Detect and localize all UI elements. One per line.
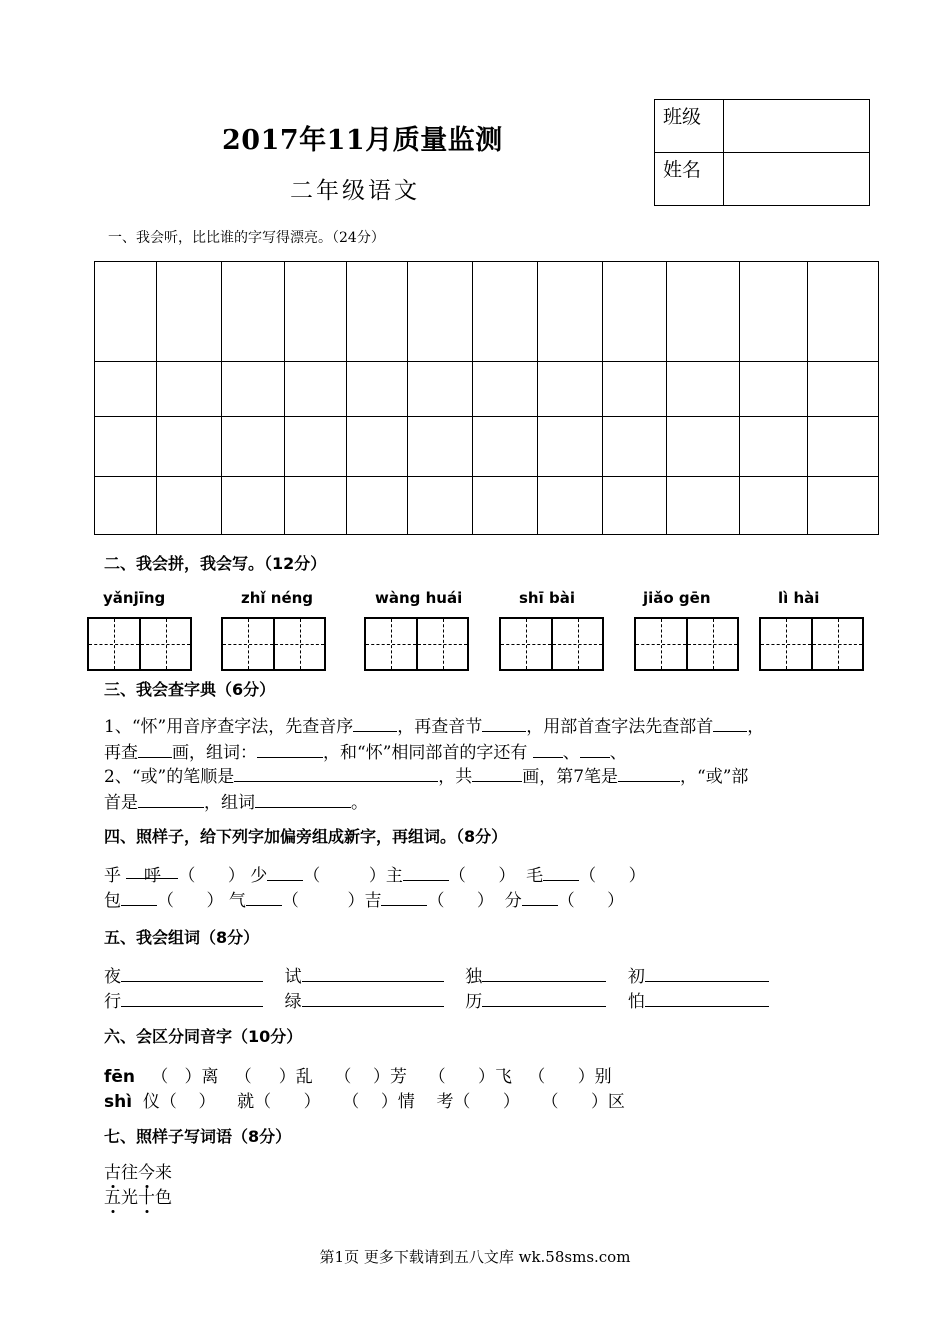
student-info-table	[654, 99, 870, 206]
pinyin-4: shī bài	[519, 589, 575, 607]
dictionary-question-1-cont: 再查 画，组词： ，和“怀”相同部首的字还有 、 、	[104, 738, 627, 763]
example-phrase-1: 古往今来	[104, 1158, 172, 1183]
section5-heading: 五、我会组词（8分）	[104, 928, 260, 947]
blank-syllable[interactable]	[482, 714, 526, 732]
blank-radical[interactable]	[713, 714, 747, 732]
blank-radical-2[interactable]	[138, 790, 204, 808]
tianzige-box-6[interactable]	[759, 617, 864, 671]
radical-row-2: 包 （ ） 气 （ ）吉 （ ） 分 （ ）	[104, 886, 624, 911]
section3-heading: 三、我会查字典（6分）	[104, 680, 276, 699]
dictionary-question-1: 1、“怀”用音序查字法，先查音序 ，再查音节 ，用部首查字法先查部首 ，	[104, 712, 764, 737]
pinyin-1: yǎnjīng	[103, 589, 166, 607]
pinyin-5: jiǎo gēn	[643, 589, 711, 607]
pinyin-3: wàng huái	[375, 589, 463, 607]
section1-heading: 一、我会听，比比谁的字写得漂亮。（24分）	[108, 230, 385, 246]
word-row-2: 行 绿 历 怕	[104, 987, 769, 1012]
dictionary-question-2-cont: 首是 ，组词 。	[104, 788, 368, 813]
tianzige-box-1[interactable]	[87, 617, 192, 671]
tianzige-box-4[interactable]	[499, 617, 604, 671]
exam-subtitle: 二年级语文	[290, 178, 420, 204]
handwriting-grid[interactable]	[94, 261, 879, 535]
word-row-1: 夜 试 独 初	[104, 962, 769, 987]
radical-row-1: 乎 呼 （ ） 少 （ ）主 （ ） 毛 （ ）	[104, 861, 646, 886]
homophone-row-1: fēn （ ）离 （ ）乱 （ ）芳 （ ）飞 （ ）别	[104, 1067, 612, 1087]
section2-heading: 二、我会拼，我会写。（12分）	[104, 554, 327, 573]
exam-title: 2017年11月质量监测	[222, 125, 503, 156]
blank-same-radical-2[interactable]	[580, 740, 610, 758]
tianzige-box-5[interactable]	[634, 617, 739, 671]
class-label: 班级	[655, 100, 724, 153]
name-label: 姓名	[655, 153, 724, 206]
name-field[interactable]	[724, 153, 870, 206]
blank-stroke-count[interactable]	[472, 764, 522, 782]
blank-same-radical-1[interactable]	[533, 740, 563, 758]
blank-strokes[interactable]	[138, 740, 172, 758]
section4-heading: 四、照样子，给下列字加偏旁组成新字，再组词。（8分）	[104, 827, 508, 846]
example-answer: 呼	[126, 861, 178, 879]
homophone-row-2: shì 仪（ ） 就（ ） （ ）情 考（ ） （ ）区	[104, 1092, 625, 1112]
section7-heading: 七、照样子写词语（8分）	[104, 1127, 292, 1146]
tianzige-box-3[interactable]	[364, 617, 469, 671]
blank-stroke-order[interactable]	[234, 764, 438, 782]
section6-heading: 六、会区分同音字（10分）	[104, 1027, 303, 1046]
blank-sequence[interactable]	[353, 714, 397, 732]
dictionary-question-2: 2、“或”的笔顺是 ，共 画，第7笔是 ，“或”部	[104, 762, 748, 787]
class-field[interactable]	[724, 100, 870, 153]
example-phrase-2: 五光十色	[104, 1183, 172, 1208]
blank-seventh-stroke[interactable]	[618, 764, 680, 782]
blank-word-2[interactable]	[255, 790, 351, 808]
page-footer: 第1页 更多下载请到五八文库 wk.58sms.com	[319, 1248, 631, 1266]
pinyin-2: zhǐ néng	[241, 589, 314, 607]
pinyin-6: lì hài	[778, 589, 820, 607]
tianzige-box-2[interactable]	[221, 617, 326, 671]
blank-word[interactable]	[257, 740, 323, 758]
